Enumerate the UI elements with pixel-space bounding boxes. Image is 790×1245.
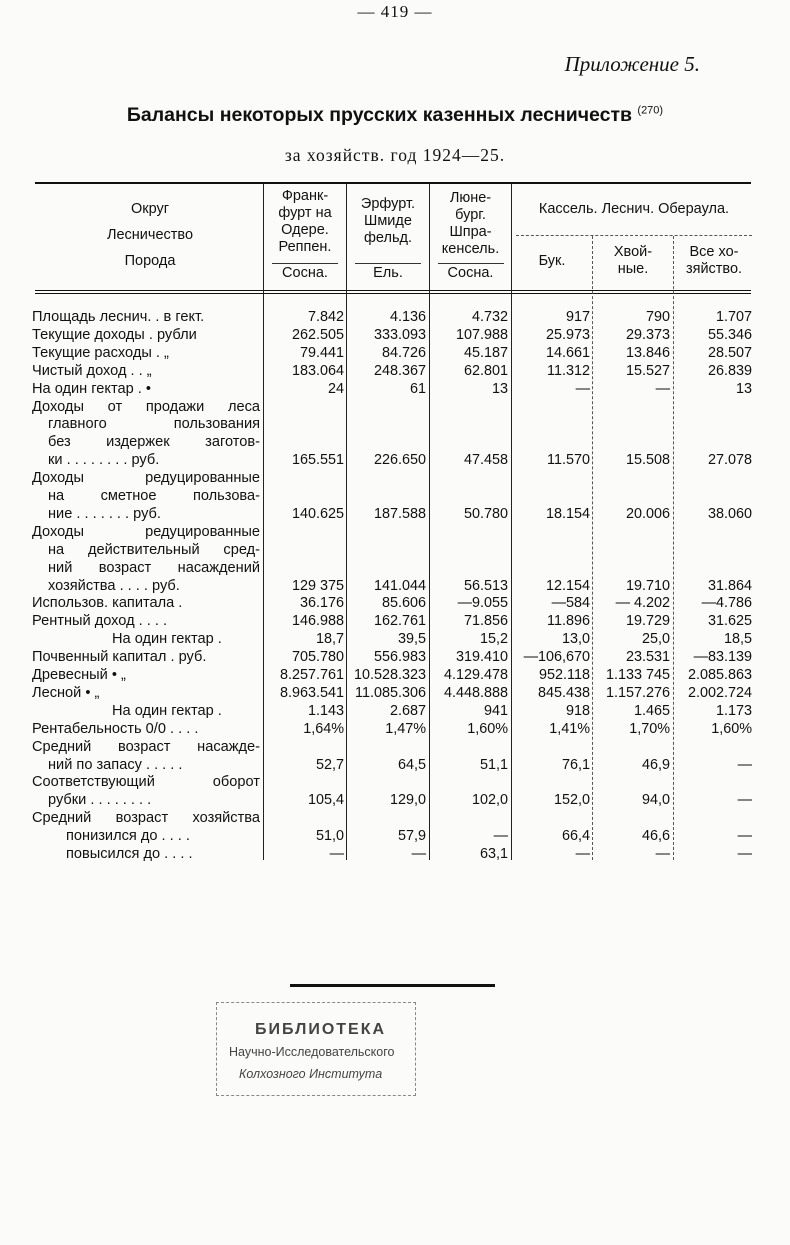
header-col-frankfurt-line-4: Реппен. <box>278 239 332 255</box>
row-value: —4.786 <box>701 595 752 612</box>
row-value: 38.060 <box>707 505 752 522</box>
row-value: 2.085.863 <box>687 667 752 683</box>
row-value: —106,670 <box>523 649 590 666</box>
row-value: 152,0 <box>553 792 590 809</box>
row-value: 1,60% <box>711 720 752 737</box>
table-top-rule <box>35 182 751 184</box>
row-label: Чистый доход . . „ <box>32 362 152 379</box>
row-value: 2.002.724 <box>687 684 752 701</box>
row-label: Лесной • „ <box>32 684 100 701</box>
header-col-district-line-3: Порода <box>124 253 176 269</box>
row-value: 61 <box>409 380 426 397</box>
row-value: —584 <box>551 595 590 612</box>
row-value: 1.133 745 <box>605 667 670 683</box>
row-label: понизился до . . . . <box>66 828 190 845</box>
row-label: Использов. капитала . <box>32 595 183 612</box>
header-col-erfurt-species: Ель. <box>373 265 403 281</box>
row-value: 1.465 <box>633 702 670 719</box>
row-value: — <box>737 846 752 862</box>
row-value: 4.732 <box>471 309 508 325</box>
row-value: 28.507 <box>707 344 752 361</box>
row-label: без издержек заготов- <box>48 434 260 451</box>
row-value: — <box>493 828 508 845</box>
row-value: 13.846 <box>625 344 670 361</box>
row-value: 11.896 <box>547 613 590 630</box>
row-value: — <box>655 380 670 397</box>
row-label: Средний возраст хозяйства <box>32 810 260 827</box>
row-value: 51,1 <box>479 756 508 773</box>
row-value: 333.093 <box>373 326 426 343</box>
row-value: 705.780 <box>291 649 344 666</box>
library-stamp <box>216 1002 416 1096</box>
row-value: 319.410 <box>455 649 508 666</box>
stamp-line-1: БИБЛИОТЕКА <box>255 1021 387 1038</box>
row-value: 11.312 <box>547 362 590 379</box>
row-value: 2.687 <box>389 702 426 719</box>
row-value: 1,60% <box>467 720 508 737</box>
row-value: 162.761 <box>373 613 426 630</box>
row-value: 36.176 <box>299 595 344 612</box>
row-value: 183.064 <box>291 362 344 379</box>
row-label: рубки . . . . . . . . <box>48 792 152 809</box>
row-value: — <box>737 828 752 845</box>
row-value: 790 <box>645 309 670 325</box>
row-value: 105,4 <box>307 792 344 809</box>
row-value: 12.154 <box>545 577 590 594</box>
row-value: 918 <box>565 702 590 719</box>
table-subtitle: за хозяйств. год 1924—25. <box>284 145 506 165</box>
header-col-district-line-1: Округ <box>130 201 170 217</box>
row-label: Доходы редуцированные <box>32 523 260 540</box>
header-col-luneburg-species: Сосна. <box>447 265 494 281</box>
row-label: На один гектар . <box>112 631 222 648</box>
row-value: 141.044 <box>373 577 426 594</box>
row-value: 79.441 <box>299 344 344 361</box>
row-value: 952.118 <box>539 667 590 683</box>
row-value: 57,9 <box>397 828 426 845</box>
row-label: Текущие доходы . рубли <box>32 326 197 343</box>
row-label: ний возраст насаждений <box>48 559 260 576</box>
header-col-frankfurt-line-2: фурт на <box>278 205 332 221</box>
row-value: 1,47% <box>385 720 426 737</box>
row-value: 226.650 <box>373 452 426 469</box>
row-value: 50.780 <box>463 505 508 522</box>
header-col-frankfurt-line-1: Франк- <box>281 188 329 204</box>
row-label: Рентабельность 0/0 . . . . <box>32 720 199 737</box>
title-footnote-ref: (270) <box>637 104 664 117</box>
row-value: 47.458 <box>463 452 508 469</box>
row-value: 51,0 <box>315 828 344 845</box>
row-value: 31.625 <box>707 613 752 630</box>
row-value: 26.839 <box>707 362 752 379</box>
row-value: 165.551 <box>291 452 344 469</box>
row-value: 15.527 <box>625 362 670 379</box>
row-label: на действительный сред- <box>48 541 260 558</box>
row-value: 31.864 <box>707 577 752 594</box>
row-value: 941 <box>483 702 508 719</box>
row-value: —83.139 <box>693 649 752 666</box>
row-value: 917 <box>565 309 590 325</box>
row-value: 146.988 <box>291 613 344 630</box>
stamp-line-2: Научно-Исследовательского <box>229 1045 395 1059</box>
header-col-all-farms-line-1: Все хо- <box>689 244 739 260</box>
row-value: 262.505 <box>291 326 344 343</box>
page-number: — 419 — <box>357 2 433 21</box>
row-label: Доходы от продажи леса <box>32 398 260 415</box>
row-value: 71.856 <box>463 613 508 630</box>
row-value: 55.346 <box>707 326 752 343</box>
row-value: 1.143 <box>307 702 344 719</box>
row-label: повысился до . . . . <box>66 846 193 862</box>
row-value: 52,7 <box>315 756 344 773</box>
row-value: 18,5 <box>723 631 752 648</box>
header-bottom-rule <box>35 290 751 291</box>
row-value: 556.983 <box>373 649 426 666</box>
header-col-frankfurt-line-3: Одере. <box>281 222 329 238</box>
row-value: — <box>329 846 344 862</box>
row-value: 4.136 <box>389 309 426 325</box>
row-value: 64,5 <box>397 756 426 773</box>
row-value: 8.963.541 <box>279 684 344 701</box>
header-kassel-dashed-rule <box>516 235 752 236</box>
stamp-line-3: Колхозного Института <box>239 1067 383 1081</box>
header-col-conifers-line-1: Хвой- <box>613 244 653 260</box>
row-label: Почвенный капитал . руб. <box>32 649 207 666</box>
row-value: — <box>655 846 670 862</box>
row-value: 46,9 <box>641 756 670 773</box>
row-value: 29.373 <box>625 326 670 343</box>
row-value: — 4.202 <box>615 595 670 612</box>
row-label: Средний возраст насажде- <box>32 738 260 755</box>
row-value: 11.085.306 <box>355 684 426 701</box>
row-value: 66,4 <box>561 828 590 845</box>
row-value: —9.055 <box>457 595 508 612</box>
header-col-luneburg-line-4: кенсель. <box>441 241 500 257</box>
row-value: 129 375 <box>291 577 344 594</box>
row-value: 187.588 <box>373 505 426 522</box>
row-value: 1,41% <box>549 720 590 737</box>
row-value: — <box>575 846 590 862</box>
row-value: 25,0 <box>641 631 670 648</box>
row-value: 15,2 <box>479 631 508 648</box>
header-col-all-farms-line-2: зяйство. <box>685 261 743 277</box>
row-label: ки . . . . . . . . руб. <box>48 452 160 469</box>
row-value: 140.625 <box>291 505 344 522</box>
row-value: 1.173 <box>715 702 752 719</box>
row-value: — <box>411 846 426 862</box>
row-value: 107.988 <box>455 326 508 343</box>
row-value: — <box>737 756 752 773</box>
appendix-label: Приложение 5. <box>564 52 700 76</box>
row-value: 1,70% <box>629 720 670 737</box>
row-value: 19.710 <box>625 577 670 594</box>
row-value: 85.606 <box>381 595 426 612</box>
row-value: 1,64% <box>303 720 344 737</box>
header-col-frankfurt-species: Сосна. <box>282 265 328 281</box>
row-value: 13,0 <box>561 631 590 648</box>
end-rule <box>290 984 495 987</box>
table-title-text: Балансы некоторых прусских казенных лесничеств <box>126 104 632 126</box>
header-species-rule-3 <box>438 263 504 264</box>
row-value: — <box>575 380 590 397</box>
row-value: 15.508 <box>625 452 670 469</box>
row-label: ние . . . . . . . руб. <box>48 505 161 522</box>
row-value: 845.438 <box>537 684 590 701</box>
row-value: 7.842 <box>307 309 344 325</box>
row-label: Древесный • „ <box>32 667 126 683</box>
row-value: 46,6 <box>641 828 670 845</box>
row-value: 18,7 <box>315 631 344 648</box>
row-value: 63,1 <box>479 846 508 862</box>
row-value: 39,5 <box>397 631 426 648</box>
header-col-luneburg-line-2: бург. <box>455 207 486 223</box>
header-col-erfurt-line-2: Шмиде <box>364 213 412 229</box>
row-label: На один гектар . <box>112 702 222 719</box>
row-value: 102,0 <box>471 792 508 809</box>
row-value: 20.006 <box>625 505 670 522</box>
header-col-conifers-line-2: ные. <box>617 261 649 277</box>
row-value: 56.513 <box>463 577 508 594</box>
row-value: 10.528.323 <box>353 667 426 683</box>
row-label: ний по запасу . . . . . <box>48 756 183 773</box>
header-col-erfurt-line-1: Эрфурт. <box>360 196 416 212</box>
row-label: Текущие расходы . „ <box>32 344 169 361</box>
row-value: 8.257.761 <box>279 667 344 683</box>
row-label: на сметное пользова- <box>48 488 260 504</box>
row-value: 11.570 <box>547 452 590 469</box>
header-bottom-rule-2 <box>35 293 751 294</box>
row-value: 1.157.276 <box>605 684 670 701</box>
header-col-district-line-2: Лесничество <box>106 227 194 243</box>
row-label: Доходы редуцированные <box>32 470 260 487</box>
row-value: 18.154 <box>545 505 590 522</box>
row-value: 1.707 <box>715 309 752 325</box>
row-value: 19.729 <box>625 613 670 630</box>
header-col-kassel: Кассель. Леснич. Обераула. <box>538 201 730 217</box>
row-value: 25.973 <box>545 326 590 343</box>
row-value: 94,0 <box>641 792 670 809</box>
row-value: 13 <box>735 380 752 397</box>
row-value: 129,0 <box>389 792 426 809</box>
row-value: 27.078 <box>707 452 752 469</box>
row-value: 24 <box>327 380 344 397</box>
row-value: 248.367 <box>373 362 426 379</box>
row-value: 84.726 <box>381 344 426 361</box>
row-value: 4.129.478 <box>443 667 508 683</box>
row-value: 13 <box>491 380 508 397</box>
header-species-rule-1 <box>272 263 338 264</box>
table-title <box>0 104 790 127</box>
row-value: 4.448.888 <box>443 684 508 701</box>
header-col-luneburg-line-3: Шпра- <box>449 224 492 240</box>
row-value: 76,1 <box>561 756 590 773</box>
row-label: Соответствующий оборот <box>32 774 260 791</box>
row-value: 62.801 <box>463 362 508 379</box>
row-value: — <box>737 792 752 809</box>
row-label: Рентный доход . . . . <box>32 613 168 630</box>
header-col-luneburg-line-1: Люне- <box>449 190 492 206</box>
row-label: главного пользования <box>48 416 260 433</box>
row-value: 14.661 <box>545 344 590 361</box>
header-col-beech: Бук. <box>538 253 566 269</box>
row-label: На один гектар . • <box>32 380 151 397</box>
row-label: хозяйства . . . . руб. <box>48 577 180 594</box>
row-value: 45.187 <box>463 344 508 361</box>
row-label: Площадь леснич. . в гект. <box>32 309 205 325</box>
row-value: 23.531 <box>625 649 670 666</box>
header-col-erfurt-line-3: фельд. <box>363 230 413 246</box>
header-species-rule-2 <box>355 263 421 264</box>
